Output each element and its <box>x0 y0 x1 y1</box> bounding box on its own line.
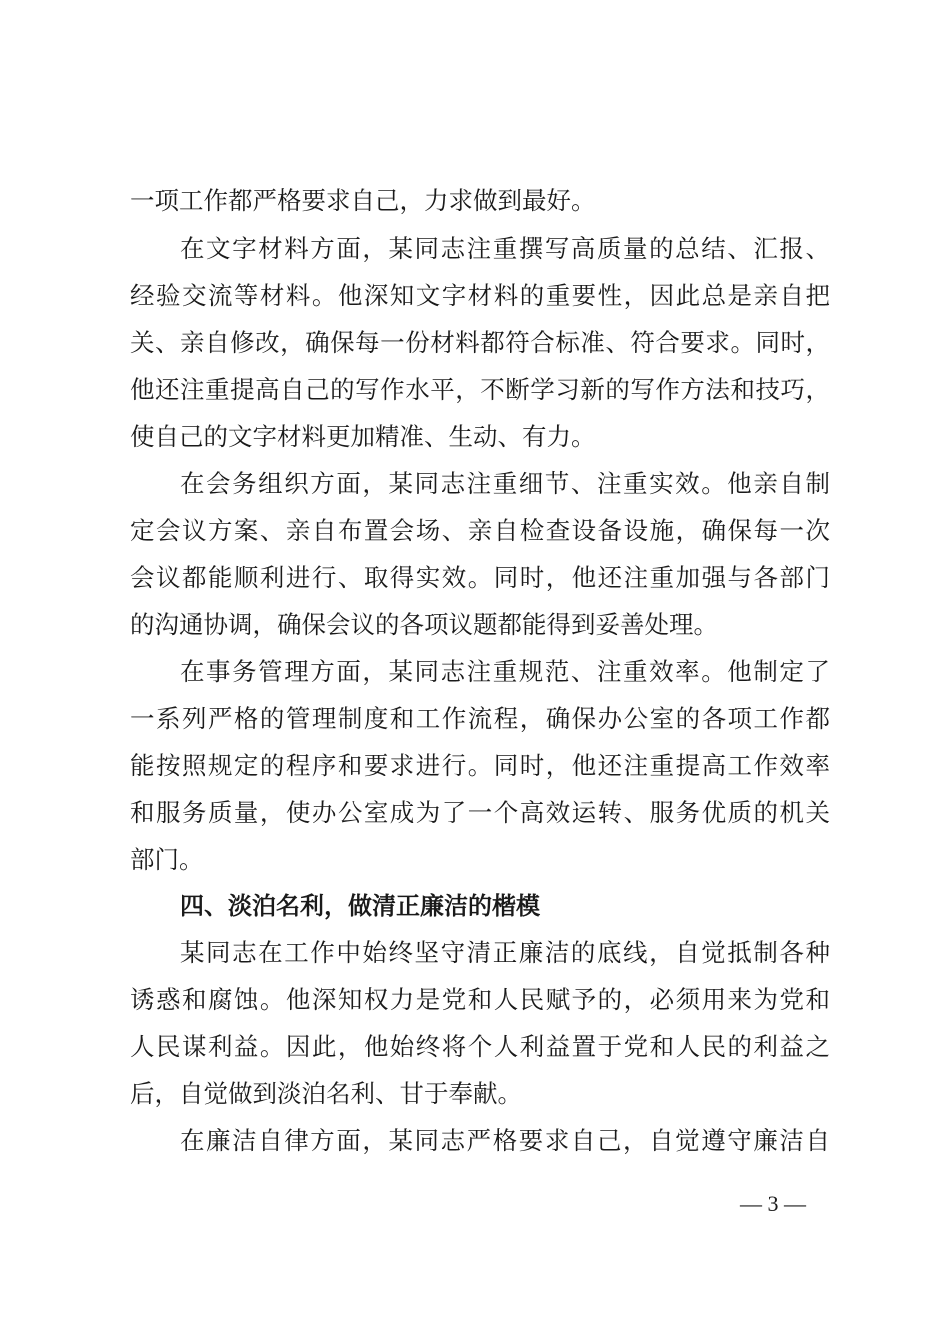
paragraph-4-line-1: 某同志在工作中始终坚守清正廉洁的底线，自觉抵制各种 <box>180 938 830 967</box>
paragraph-3-line-5: 部门。 <box>130 845 204 874</box>
page-number: — 3 — <box>740 1191 806 1216</box>
paragraph-1-line-4: 他还注重提高自己的写作水平，不断学习新的写作方法和技巧， <box>130 375 830 404</box>
paragraph-4-line-3: 人民谋利益。因此，他始终将个人利益置于党和人民的利益之 <box>130 1032 830 1061</box>
paragraph-3-line-3: 能按照规定的程序和要求进行。同时，他还注重提高工作效率 <box>130 751 830 780</box>
paragraph-0-line-1: 一项工作都严格要求自己，力求做到最好。 <box>130 186 596 215</box>
paragraph-4-line-2: 诱惑和腐蚀。他深知权力是党和人民赋予的，必须用来为党和 <box>130 985 830 1014</box>
paragraph-3-line-2: 一系列严格的管理制度和工作流程，确保办公室的各项工作都 <box>130 704 830 733</box>
paragraph-2-line-1: 在会务组织方面，某同志注重细节、注重实效。他亲自制 <box>180 469 830 498</box>
paragraph-2-line-2: 定会议方案、亲自布置会场、亲自检查设备设施，确保每一次 <box>130 516 830 545</box>
paragraph-1-line-1: 在文字材料方面，某同志注重撰写高质量的总结、汇报、 <box>180 234 830 263</box>
paragraph-3-line-1: 在事务管理方面，某同志注重规范、注重效率。他制定了 <box>180 657 830 686</box>
paragraph-4-line-4: 后，自觉做到淡泊名利、甘于奉献。 <box>130 1079 522 1108</box>
paragraph-2-line-3: 会议都能顺利进行、取得实效。同时，他还注重加强与各部门 <box>130 563 830 592</box>
paragraph-1-line-2: 经验交流等材料。他深知文字材料的重要性，因此总是亲自把 <box>130 281 830 310</box>
paragraph-1-line-5: 使自己的文字材料更加精准、生动、有力。 <box>130 422 596 451</box>
paragraph-1-line-3: 关、亲自修改，确保每一份材料都符合标准、符合要求。同时， <box>130 328 830 357</box>
paragraph-2-line-4: 的沟通协调，确保会议的各项议题都能得到妥善处理。 <box>130 610 718 639</box>
paragraph-3-line-4: 和服务质量，使办公室成为了一个高效运转、服务优质的机关 <box>130 798 830 827</box>
paragraph-5-line-1: 在廉洁自律方面，某同志严格要求自己，自觉遵守廉洁自 <box>180 1126 830 1155</box>
section-heading: 四、淡泊名利，做清正廉洁的楷模 <box>180 892 540 920</box>
